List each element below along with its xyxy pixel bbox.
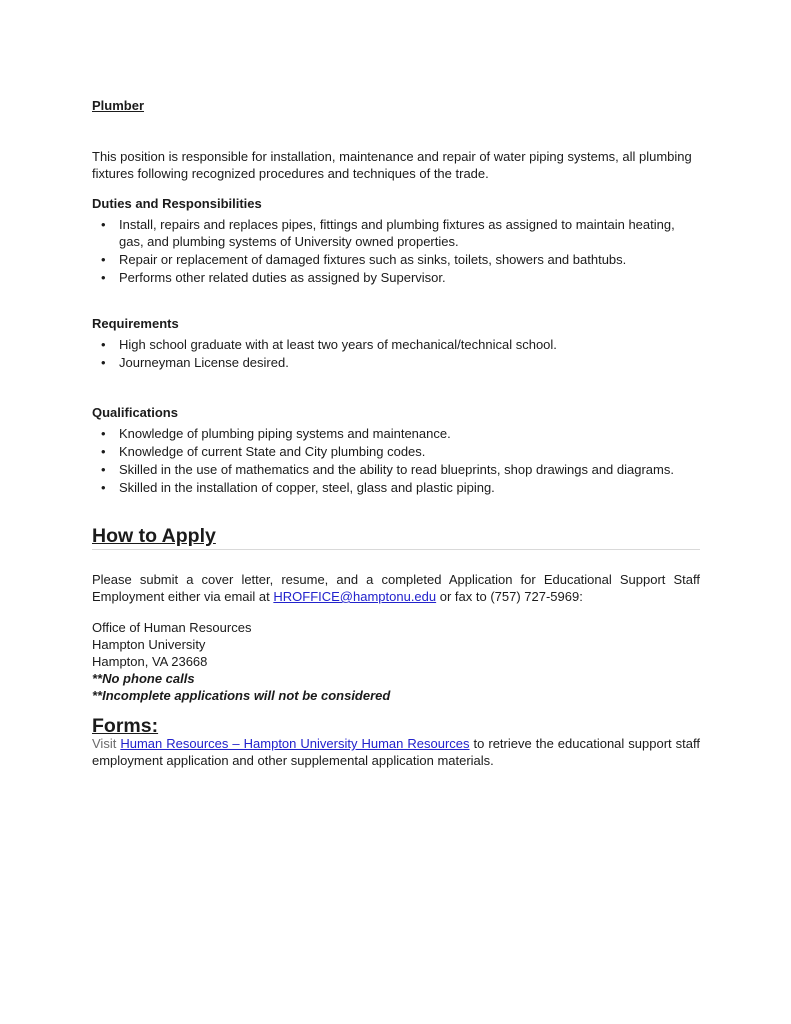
apply-text-after-email: or fax to (757) 727-5969: <box>436 589 583 604</box>
list-item: • Journeyman License desired. <box>92 354 700 371</box>
forms-paragraph <box>92 735 700 769</box>
list-item: • Install, repairs and replaces pipes, fittings and plumbing fixtures as assigned to maintain heating, gas, and plumbing systems of University owned properties. <box>92 216 700 250</box>
requirements-list <box>92 336 700 371</box>
duties-list <box>92 216 700 286</box>
list-item: • High school graduate with at least two years of mechanical/technical school. <box>92 336 700 353</box>
address-line-office: Office of Human Resources <box>92 620 252 635</box>
address-line-city: Hampton, VA 23668 <box>92 654 208 669</box>
qualifications-list <box>92 425 700 496</box>
email-link[interactable]: HROFFICE@hamptonu.edu <box>273 589 437 604</box>
section-heading-how-to-apply <box>92 525 700 550</box>
intro-paragraph: This position is responsible for installation, maintenance and repair of water piping systems, all plumbing fixtures following recognized procedures and techniques of the trade. <box>92 149 692 181</box>
list-item: • Skilled in the installation of copper, steel, glass and plastic piping. <box>92 479 700 496</box>
list-item: • Repair or replacement of damaged fixtures such as sinks, toilets, showers and bathtubs. <box>92 251 700 268</box>
list-item: • Performs other related duties as assigned by Supervisor. <box>92 269 700 286</box>
how-to-apply-label: How to Apply <box>92 525 216 547</box>
hr-forms-link[interactable]: Human Resources – Hampton University Human Resources <box>120 736 470 751</box>
list-item: • Skilled in the use of mathematics and the ability to read blueprints, shop drawings and diagrams. <box>92 461 700 478</box>
note-no-phone-calls: **No phone calls <box>92 671 195 686</box>
page-title: Plumber <box>92 98 145 113</box>
apply-instructions-paragraph <box>92 571 700 605</box>
note-incomplete-applications: **Incomplete applications will not be considered <box>92 688 391 703</box>
visit-label: Visit <box>92 736 121 751</box>
address-line-university: Hampton University <box>92 637 206 652</box>
forms-text-after-link: to retrieve the educational support staff employment application and other supplemental application materials. <box>92 736 701 768</box>
apply-text-before-email: Please submit a cover letter, resume, and a completed Application for Educational Support Staff Employment either via email at <box>92 572 700 604</box>
section-heading-qualifications: Qualifications <box>92 405 178 420</box>
section-heading-duties: Duties and Responsibilities <box>92 196 262 211</box>
section-heading-forms: Forms: <box>92 715 159 737</box>
address-block <box>92 619 700 704</box>
list-item: • Knowledge of current State and City plumbing codes. <box>92 443 700 460</box>
list-item: • Knowledge of plumbing piping systems and maintenance. <box>92 425 700 442</box>
section-heading-requirements: Requirements <box>92 316 179 331</box>
